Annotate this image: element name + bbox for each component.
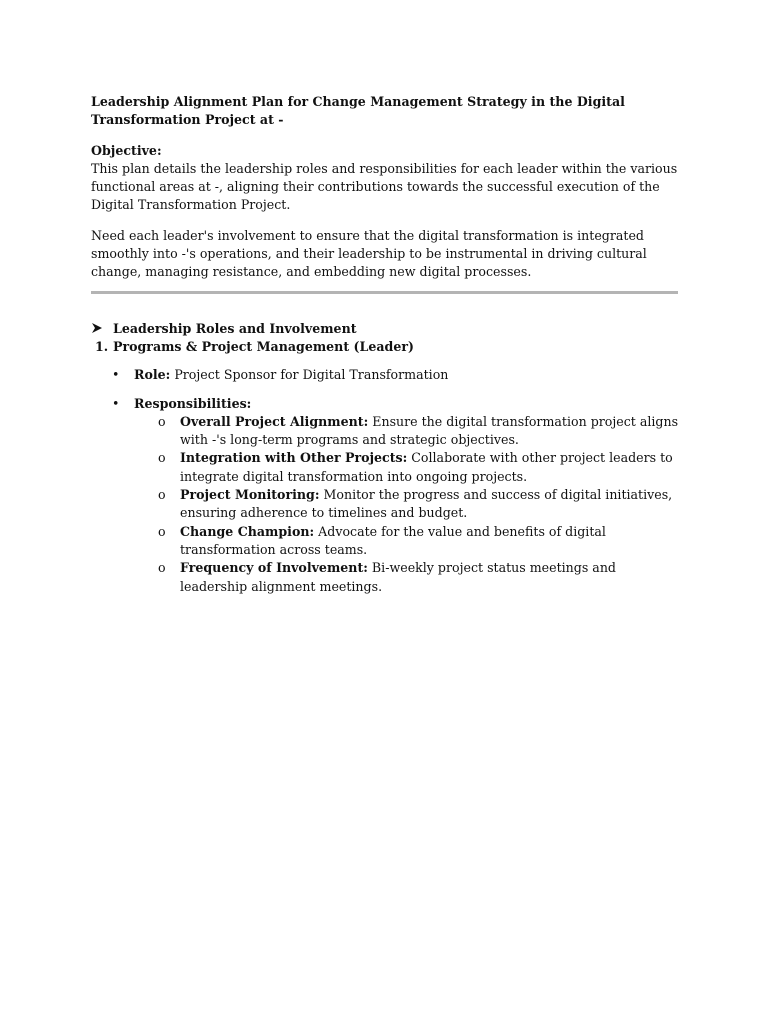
bullet-marker: • [112, 367, 120, 383]
numbered-heading [91, 338, 681, 356]
bullet-marker: • [112, 395, 120, 411]
arrow-right-icon [91, 320, 113, 338]
bullet-responsibilities [91, 395, 681, 413]
numbered-marker: 1. [95, 338, 109, 354]
responsibility-label: Frequency of Involvement: [180, 560, 368, 576]
responsibility-label: Change Champion: [180, 523, 315, 539]
sub-marker: o [158, 523, 166, 539]
involvement-paragraph: Need each leader's involvement to ensure that the digital transformation is integrated smoothly into -'s operations, and their leadership to be instrumental in driving cultural change, managing resistance, and embedding new digital processes. [91, 227, 647, 280]
bullet-list [91, 366, 681, 413]
role-text: Project Sponsor for Digital Transformation [170, 367, 449, 383]
section-heading [91, 320, 681, 338]
sub-marker: o [158, 487, 166, 503]
section-heading-text: Leadership Roles and Involvement [113, 320, 357, 336]
document-title: Leadership Alignment Plan for Change Management Strategy in the Digital Transformation Project at - [91, 94, 625, 128]
responsibility-text: Collaborate with other project leaders to integrate digital transformation into ongoing projects. [180, 450, 673, 484]
list-item [158, 486, 681, 523]
responsibility-text: Advocate for the value and benefits of digital transformation across teams. [180, 523, 606, 557]
responsibility-text: Monitor the progress and success of digital initiatives, ensuring adherence to timelines and budget. [180, 487, 673, 521]
document-page [91, 93, 681, 596]
numbered-heading-text: Programs & Project Management (Leader) [113, 338, 414, 354]
list-item [158, 559, 681, 596]
responsibility-label: Project Monitoring: [180, 487, 320, 503]
horizontal-rule [91, 291, 678, 294]
responsibility-text: Bi-weekly project status meetings and leadership alignment meetings. [180, 560, 616, 594]
objective-paragraph: This plan details the leadership roles and responsibilities for each leader within the various functional areas at -, aligning their contributions towards the successful execution of the Digital Transformation Project. [91, 160, 678, 213]
responsibility-text: Ensure the digital transformation project aligns with -'s long-term programs and strategic objectives. [180, 413, 679, 448]
list-item [158, 413, 681, 450]
objective-heading: Objective: [91, 142, 162, 158]
bullet-role [91, 366, 681, 384]
sub-marker: o [158, 450, 166, 466]
responsibilities-label: Responsibilities: [134, 395, 252, 411]
responsibilities-list [91, 413, 681, 596]
sub-marker: o [158, 560, 166, 576]
list-item [158, 523, 681, 560]
list-item [158, 449, 681, 486]
responsibility-label: Integration with Other Projects: [180, 450, 408, 466]
sub-marker: o [158, 413, 166, 429]
role-line [134, 366, 448, 384]
role-label: Role: [134, 367, 171, 383]
responsibility-label: Overall Project Alignment: [180, 413, 369, 429]
